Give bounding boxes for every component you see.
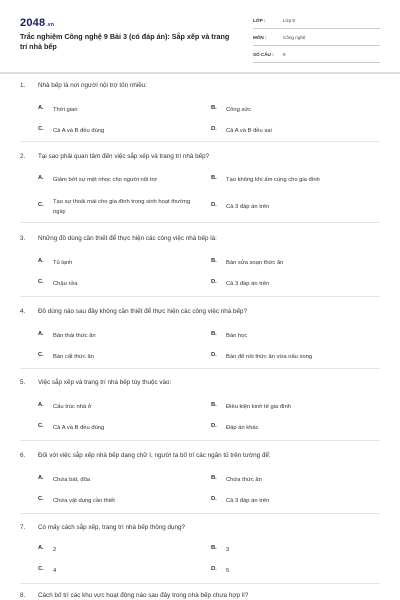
option-letter: B. [211, 545, 217, 551]
option-text: Điều kiện kinh tế gia đình [226, 404, 292, 410]
question-text: Có mấy cách sắp xếp, trang trí nhà bếp thông dụng? [38, 524, 186, 531]
question-separator [20, 222, 380, 223]
question-number: 2. [20, 153, 26, 160]
option-text: Cả A và B đều đúng [53, 425, 105, 431]
option-text: Tủ lạnh [53, 260, 73, 266]
option-text: Bàn thái thức ăn [53, 333, 96, 339]
option-text: Bàn sửa soạn thức ăn [226, 260, 284, 266]
question-number: 5. [20, 379, 26, 386]
question-text: Nhà bếp là nơi người nội trợ tốn nhiều: [38, 82, 148, 89]
question-number: 4. [20, 308, 26, 315]
option-letter: D. [211, 126, 217, 132]
option-text: Đáp án khác [226, 425, 259, 431]
option-text: Bàn để nồi thức ăn vừa nấu xong [226, 354, 313, 360]
option-text: 2 [53, 547, 57, 553]
option-letter: A. [38, 331, 44, 337]
question-text: Đồ dùng nào sau đây không cần thiết để thực hiện các công việc nhà bếp? [38, 308, 248, 315]
meta-row-subject [253, 32, 380, 46]
option-letter: A. [38, 105, 44, 111]
option-text: Chứa bát, đũa [53, 477, 91, 483]
question-separator [20, 513, 380, 514]
logo-main: 2048 [20, 17, 46, 29]
option-letter: A. [38, 475, 44, 481]
option-text: Chứa vật dụng cần thiết [53, 498, 115, 504]
option-text: Chứa thức ăn [226, 477, 262, 483]
option-text: Cả 3 đáp án trên [226, 281, 270, 287]
option-letter: B. [211, 402, 217, 408]
question-number: 1. [20, 82, 26, 89]
option-text: 3 [226, 547, 230, 553]
option-text: 4 [53, 568, 57, 574]
question-number: 6. [20, 452, 26, 459]
option-text: Cả A và B đều sai [226, 128, 272, 134]
option-text: Chậu rửa [53, 281, 78, 287]
question-separator [20, 296, 380, 297]
meta-info [253, 15, 380, 66]
option-text: Bàn học [226, 333, 248, 339]
question-text: Những đồ dùng cần thiết để thực hiện các công việc nhà bếp là: [38, 235, 217, 242]
option-letter: C. [38, 423, 44, 429]
meta-row-count [253, 49, 380, 63]
option-letter: B. [211, 475, 217, 481]
option-text: Công sức [226, 107, 252, 113]
option-letter: C. [38, 496, 44, 502]
meta-value: 9 [283, 52, 286, 57]
option-letter: D. [211, 352, 217, 358]
question-separator [20, 440, 380, 441]
question-text: Đối với việc sắp xếp nhà bếp dạng chữ I, người ta bố trí các ngăn tủ trên tường để: [38, 452, 271, 459]
question-text: Việc sắp xếp và trang trí nhà bếp tùy thuộc vào: [38, 379, 172, 386]
question-separator [20, 141, 380, 142]
option-letter: B. [211, 258, 217, 264]
question-text: Tại sao phải quan tâm đến việc sắp xếp và trang trí nhà bếp? [38, 153, 210, 160]
option-letter: D. [211, 496, 217, 502]
logo-suffix: .vn [46, 22, 55, 28]
option-letter: C. [38, 126, 44, 132]
option-text: Tạo không khí ấm cúng cho gia đình [226, 177, 320, 183]
option-letter: B. [211, 105, 217, 111]
option-text: Tạo sự thoải mái cho gia đình trong sinh hoạt thường ngày [53, 199, 191, 215]
option-letter: D. [211, 279, 217, 285]
meta-value: Công nghệ [283, 35, 306, 40]
option-letter: A. [38, 258, 44, 264]
site-logo[interactable] [20, 17, 54, 29]
question-separator [20, 583, 380, 584]
option-letter: B. [211, 331, 217, 337]
option-text: Cả A và B đều đúng [53, 128, 105, 134]
question-number: 3. [20, 235, 26, 242]
option-letter: C. [38, 279, 44, 285]
page-header [0, 0, 400, 70]
option-text: Thời gian [53, 107, 78, 113]
meta-row-class [253, 15, 380, 29]
option-text: Giảm bớt sự mệt nhọc cho người nội trợ [53, 177, 158, 183]
option-letter: C. [38, 566, 44, 572]
option-text: Cả 3 đáp án trên [226, 204, 270, 210]
option-letter: D. [211, 202, 217, 208]
option-text: 5 [226, 568, 230, 574]
header-divider [0, 72, 400, 74]
meta-value: Lớp 9 [283, 18, 295, 23]
option-letter: A. [38, 545, 44, 551]
option-text: Bàn cất thức ăn [53, 354, 94, 360]
option-letter: D. [211, 566, 217, 572]
option-letter: B. [211, 175, 217, 181]
meta-label: MÔN : [253, 35, 267, 40]
option-text: Cả 3 đáp án trên [226, 498, 270, 504]
option-letter: D. [211, 423, 217, 429]
option-letter: A. [38, 402, 44, 408]
page-title: Trắc nghiệm Công nghệ 9 Bài 3 (có đáp án): Sắp xếp và trang trí nhà bếp [20, 32, 230, 51]
meta-label: LỚP : [253, 18, 266, 23]
meta-label: SỐ CÂU : [253, 52, 274, 57]
question-number: 7. [20, 524, 26, 531]
question-number: 8. [20, 592, 26, 599]
question-separator [20, 368, 380, 369]
option-letter: C. [38, 202, 44, 208]
option-letter: C. [38, 352, 44, 358]
option-text: Cấu trúc nhà ở [53, 404, 92, 410]
option-letter: A. [38, 175, 44, 181]
question-text: Cách bố trí các khu vực hoạt động nào sau đây trong nhà bếp chưa hợp lí? [38, 592, 249, 599]
